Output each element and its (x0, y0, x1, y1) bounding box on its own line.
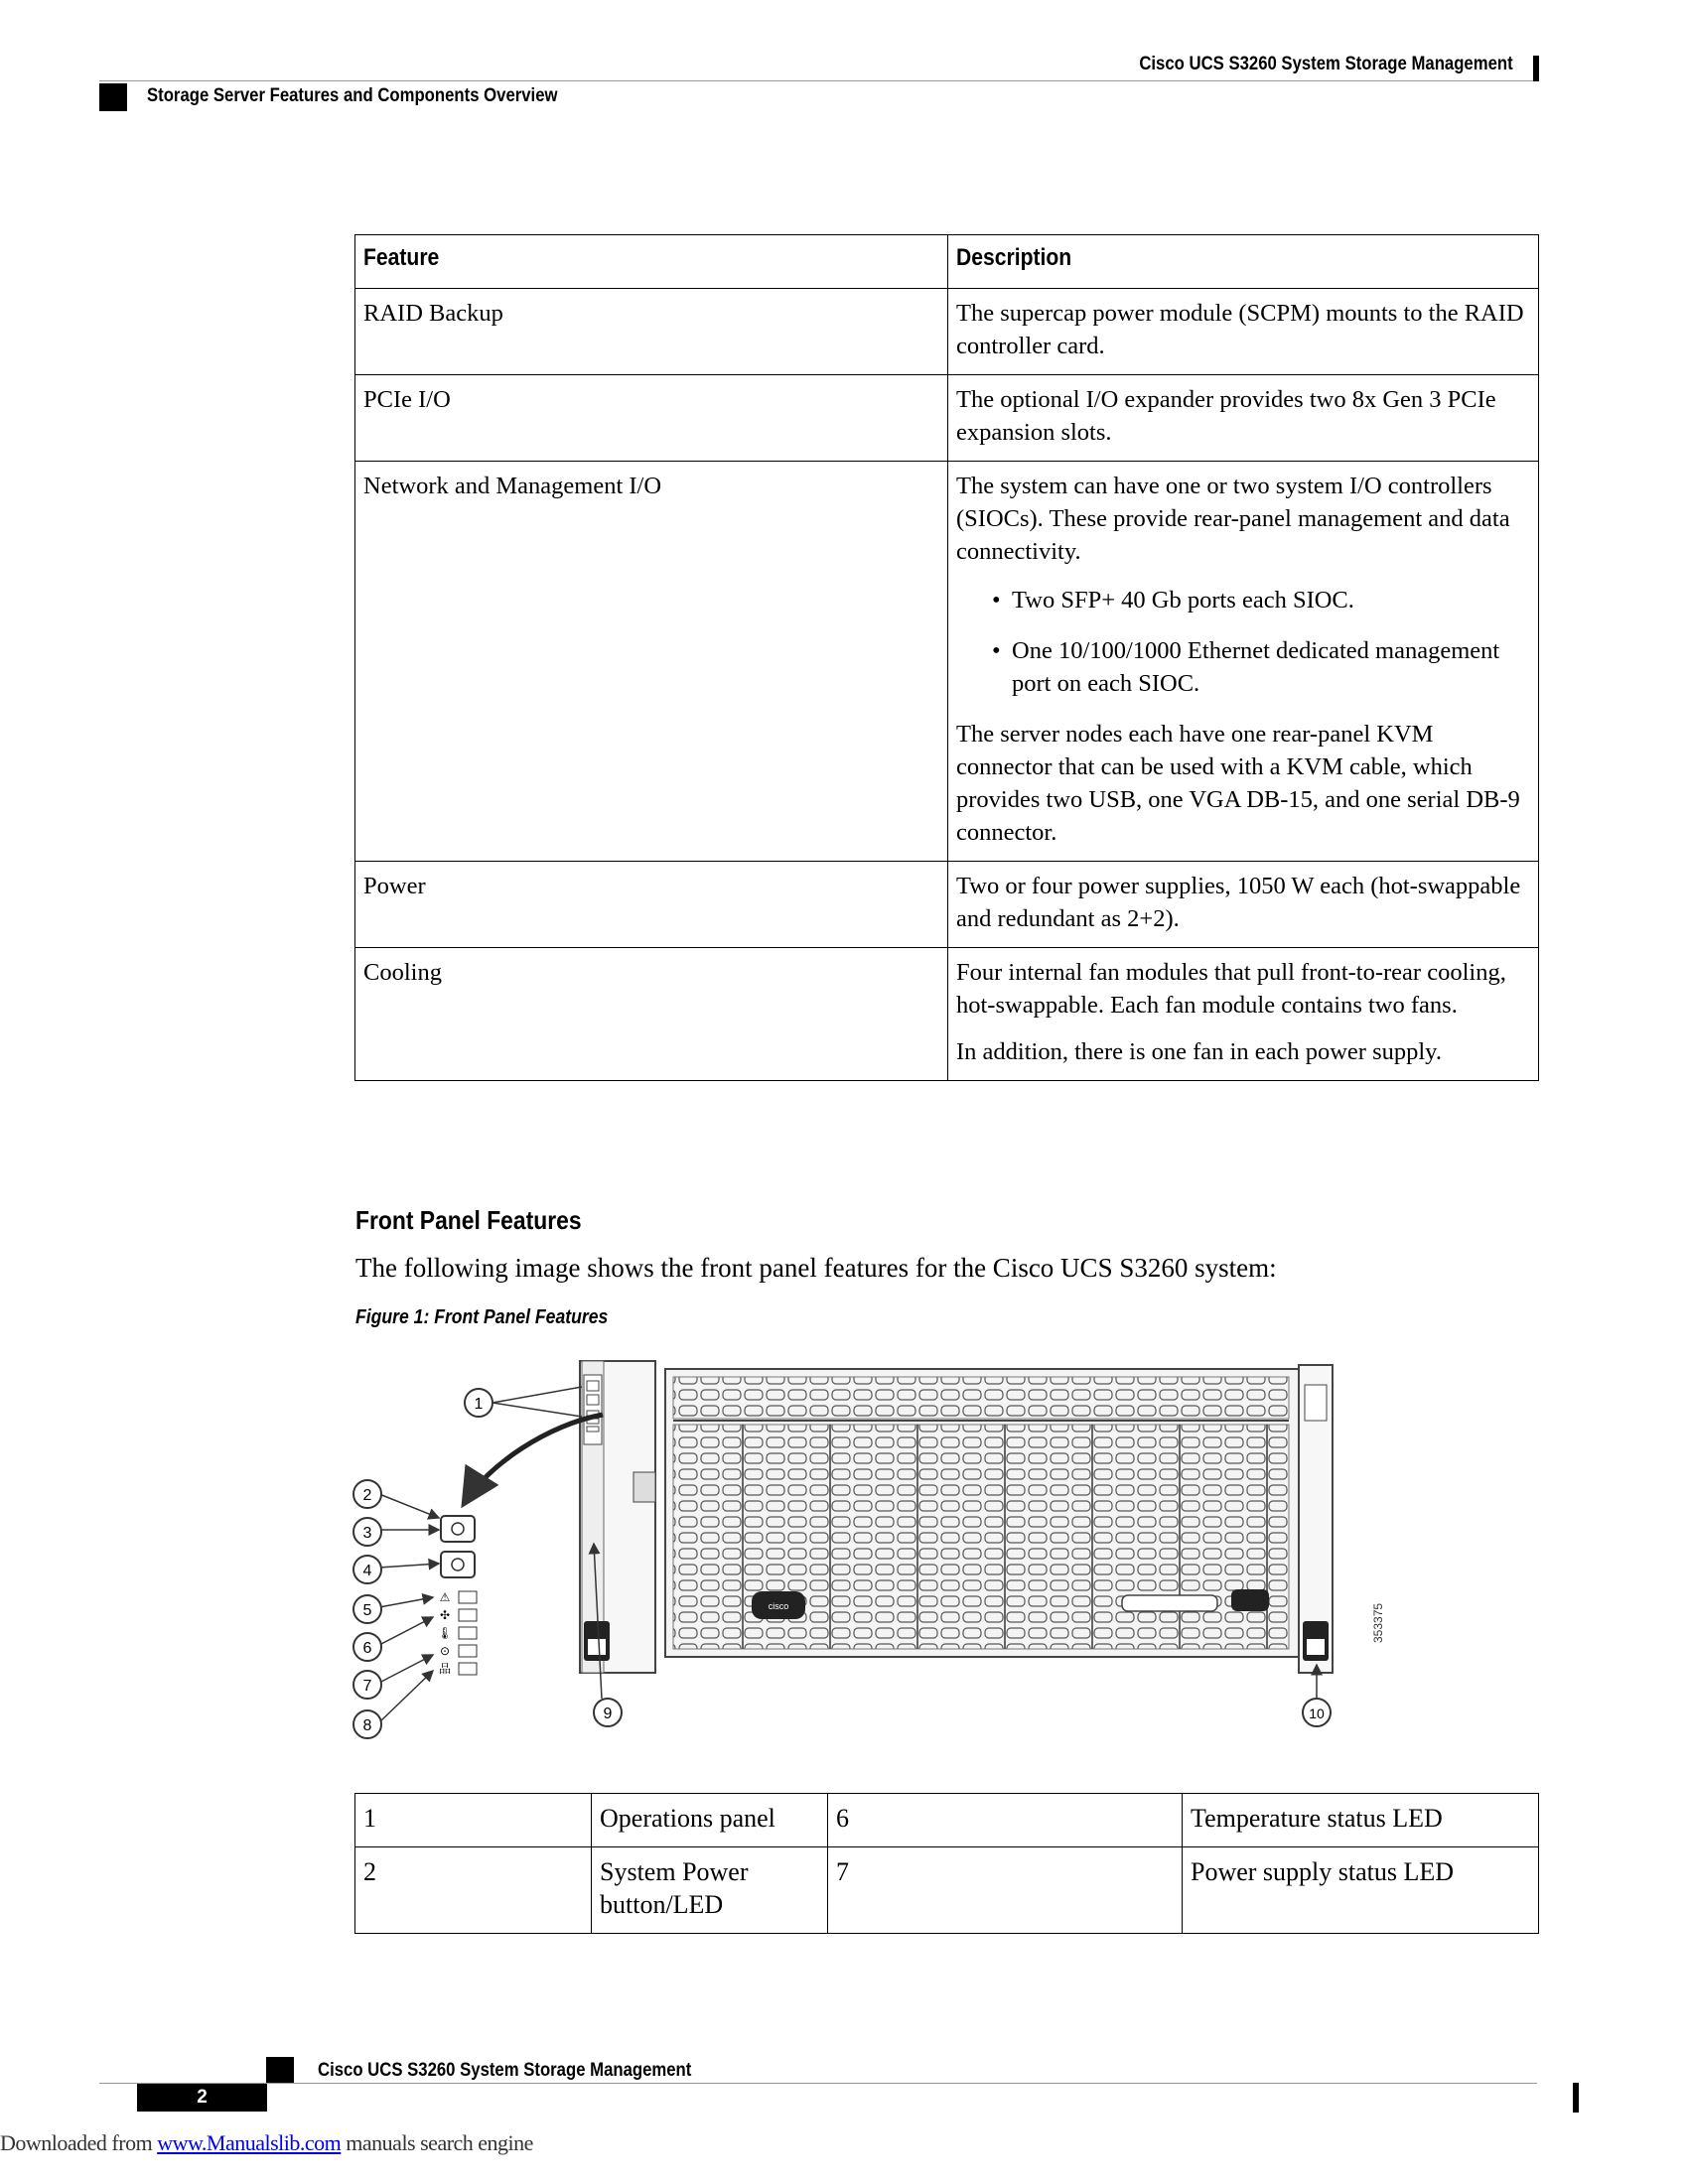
page-number: 2 (137, 2084, 267, 2112)
table-row (355, 948, 1539, 1081)
callout-legend-table (354, 1793, 1539, 1934)
legend-label: Temperature status LED (1183, 1794, 1539, 1847)
description-text: The supercap power module (SCPM) mounts to the RAID controller card. (956, 300, 1524, 359)
footer-rule (99, 2083, 1537, 2084)
footer-doc-title: Cisco UCS S3260 System Storage Management (318, 2060, 692, 2081)
callout-3 (353, 1518, 381, 1546)
legend-number: 6 (828, 1794, 1183, 1847)
feature-cell: Network and Management I/O (355, 462, 948, 862)
table-row (355, 375, 1539, 462)
svg-text:4: 4 (362, 1563, 372, 1579)
svg-text:2: 2 (362, 1487, 372, 1504)
description-text: Two or four power supplies, 1050 W each (hot-swappable and redundant as 2+2). (956, 873, 1521, 932)
feature-cell: PCIe I/O (355, 375, 948, 462)
right-ear (1299, 1365, 1333, 1673)
cisco-logo-icon: cisco (768, 1601, 789, 1611)
header-marker-right (1533, 56, 1539, 81)
callout-7 (353, 1671, 381, 1699)
table-row (355, 462, 1539, 862)
feature-cell: Cooling (355, 948, 948, 1081)
callout-6 (353, 1633, 381, 1661)
cisco-logo-badge-small (1231, 1589, 1269, 1611)
legend-label: Power supply status LED (1183, 1847, 1539, 1934)
legend-label: Operations panel (592, 1794, 828, 1847)
front-panel-illustration (350, 1355, 1402, 1772)
download-notice (0, 2130, 533, 2156)
column-header-feature (355, 235, 948, 289)
column-header-description-label: Description (956, 244, 1072, 271)
svg-text:9: 9 (603, 1706, 613, 1722)
callout-8 (353, 1710, 381, 1738)
legend-number: 2 (355, 1847, 592, 1934)
legend-number: 1 (355, 1794, 592, 1847)
description-text: The server nodes each have one rear-panel KVM connector that can be used with a KVM cable, which provides two USB, one VGA DB-15, and one serial DB-9 connector. (956, 721, 1520, 846)
power-button-icon (441, 1516, 475, 1542)
svg-text:6: 6 (362, 1640, 372, 1657)
svg-text:7: 7 (362, 1678, 372, 1695)
download-suffix: manuals search engine (346, 2130, 533, 2155)
callout-1 (465, 1389, 492, 1417)
header-rule (99, 80, 1537, 81)
description-text: The system can have one or two system I/O controllers (SIOCs). These provide rear-panel management and data connectivity. (956, 473, 1510, 565)
bullet-list (956, 584, 1530, 700)
description-text: In addition, there is one fan in each power supply. (956, 1038, 1442, 1065)
description-text: Four internal fan modules that pull front-to-rear cooling, hot-swappable. Each fan module contains two fans. (956, 959, 1506, 1019)
legend-label: System Power button/LED (592, 1847, 828, 1934)
footer-marker (266, 2057, 294, 2083)
table-row (355, 289, 1539, 375)
table-row (355, 862, 1539, 948)
unit-id-button-icon (441, 1552, 475, 1577)
warning-icon: ⚠ (439, 1590, 451, 1604)
label-plate (1122, 1595, 1217, 1611)
manualslib-link[interactable]: www.Manualslib.com (157, 2130, 342, 2155)
table-header-row (355, 235, 1539, 289)
figure-caption: Figure 1: Front Panel Features (355, 1306, 609, 1328)
callout-4 (353, 1556, 381, 1583)
callout-5 (353, 1595, 381, 1623)
table-row (355, 1847, 1539, 1934)
description-cell (948, 375, 1539, 462)
header-section-title: Storage Server Features and Components Overview (147, 85, 558, 106)
description-text: The optional I/O expander provides two 8x Gen 3 PCIe expansion slots. (956, 386, 1496, 446)
bullet-item: • One 10/100/1000 Ethernet dedicated management port on each SIOC. (992, 634, 1530, 700)
left-ear (580, 1361, 655, 1673)
feature-cell: Power (355, 862, 948, 948)
header-marker-left (99, 83, 127, 111)
network-icon: 品 (438, 1662, 452, 1676)
callout-9 (594, 1699, 622, 1726)
feature-cell: RAID Backup (355, 289, 948, 375)
fan-icon: ✣ (439, 1608, 451, 1622)
power-supply-icon: ⊙ (439, 1644, 451, 1658)
status-led-column (437, 1590, 477, 1676)
figure-id: 353375 (1371, 1602, 1385, 1643)
legend-number: 7 (828, 1847, 1183, 1934)
table-row (355, 1794, 1539, 1847)
footer-marker-right (1573, 2083, 1579, 2113)
download-prefix: Downloaded from (0, 2130, 153, 2155)
svg-text:3: 3 (362, 1525, 372, 1542)
description-cell (948, 948, 1539, 1081)
front-panel-figure (350, 1355, 1402, 1772)
callout-10 (1303, 1699, 1331, 1726)
svg-text:1: 1 (474, 1396, 484, 1413)
svg-text:8: 8 (362, 1717, 372, 1734)
operations-panel-detail (437, 1415, 603, 1676)
header-doc-title: Cisco UCS S3260 System Storage Management (1139, 54, 1513, 74)
section-heading: Front Panel Features (355, 1205, 582, 1235)
description-cell (948, 289, 1539, 375)
temperature-icon: 🌡 (437, 1626, 453, 1640)
column-header-description (948, 235, 1539, 289)
column-header-feature-label: Feature (363, 244, 440, 271)
svg-text:5: 5 (362, 1602, 372, 1619)
description-cell (948, 462, 1539, 862)
description-cell (948, 862, 1539, 948)
section-intro: The following image shows the front panel features for the Cisco UCS S3260 system: (355, 1253, 1277, 1283)
callout-2 (353, 1480, 381, 1508)
bullet-item: • Two SFP+ 40 Gb ports each SIOC. (992, 584, 1530, 616)
feature-table (354, 234, 1539, 1081)
svg-text:10: 10 (1309, 1706, 1325, 1721)
